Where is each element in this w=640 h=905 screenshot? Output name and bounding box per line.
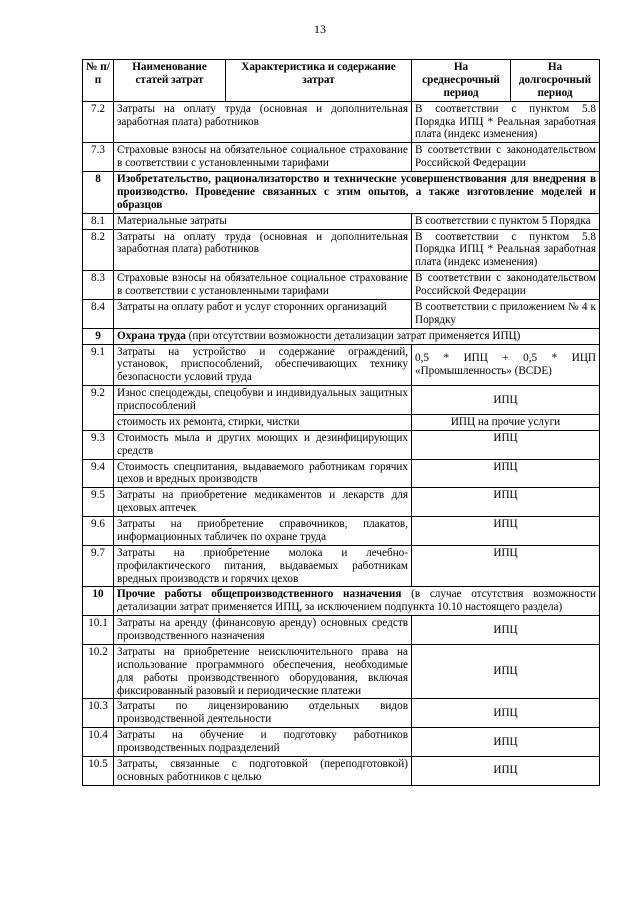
table-row xyxy=(83,459,600,488)
section-number: 10 xyxy=(83,587,114,616)
row-name: Затраты на оплату труда (основная и дополнительная заработная плата) работников xyxy=(114,229,412,271)
row-name: Затраты, связанные с подготовкой (переподготовкой) основных работников с целью xyxy=(114,756,412,785)
table-row xyxy=(83,517,600,546)
row-name: Затраты на оплату труда (основная и дополнительная заработная плата) работников xyxy=(114,101,412,143)
header-num: № п/п xyxy=(83,60,114,102)
row-value: ИПЦ xyxy=(412,545,600,587)
section-number: 9 xyxy=(83,328,114,344)
row-value: В соответствии с законодательством Российской Федерации xyxy=(412,143,600,172)
header-name: Наименование статей затрат xyxy=(114,60,226,102)
section-title xyxy=(114,587,600,616)
table-row xyxy=(83,488,600,517)
table-row xyxy=(83,728,600,757)
row-name: Стоимость мыла и других моющих и дезинфицирующих средств xyxy=(114,430,412,459)
row-value: 0,5 * ИПЦ + 0,5 * ИЦП «Промышленность» (BCDE) xyxy=(412,344,600,386)
row-name: Затраты на приобретение справочников, плакатов, информационных табличек по охране труда xyxy=(114,517,412,546)
row-name: Затраты на приобретение медикаментов и лекарств для цеховых аптечек xyxy=(114,488,412,517)
section-title: Изобретательство, рационализаторство и технические усовершенствования для внедрения в производство. Проведение связанных с этим опытов, а также изготовление моделей и образцов xyxy=(114,172,600,214)
row-name: Стоимость спецпитания, выдаваемого работникам горячих цехов и вредных производств xyxy=(114,459,412,488)
row-number: 8.2 xyxy=(83,229,114,271)
row-value: ИПЦ xyxy=(412,644,600,699)
section-row xyxy=(83,328,600,344)
row-value: ИПЦ xyxy=(412,728,600,757)
section-title-note: (в случае отсутствия возможности детализации затрат применяется ИПЦ, за исключением подпункта 10.10 настоящего раздела) xyxy=(117,588,597,614)
section-title xyxy=(114,328,600,344)
row-value: В соответствии с законодательством Российской Федерации xyxy=(412,271,600,300)
row-number: 9.5 xyxy=(83,488,114,517)
table-row xyxy=(83,143,600,172)
row-value: ИПЦ xyxy=(412,616,600,645)
row-number: 10.1 xyxy=(83,616,114,645)
row-name: Затраты на устройство и содержание ограждений, установок, приспособлений, обеспечивающих технику безопасности условий труда xyxy=(114,344,412,386)
table-row xyxy=(83,699,600,728)
header-description: Характеристика и содержание затрат xyxy=(226,60,412,102)
section-row xyxy=(83,587,600,616)
header-medium-term: На среднесрочный период xyxy=(412,60,511,102)
row-value: В соответствии с пунктом 5.8 Порядка ИПЦ * Реальная заработная плата (индекс изменения) xyxy=(412,229,600,271)
row-value: В соответствии с пунктом 5 Порядка xyxy=(412,213,600,229)
row-number: 9.3 xyxy=(83,430,114,459)
section-number: 8 xyxy=(83,172,114,214)
header-long-term: На долгосрочный период xyxy=(511,60,600,102)
row-subname: стоимость их ремонта, стирки, чистки xyxy=(114,414,412,430)
row-number: 10.3 xyxy=(83,699,114,728)
table-row xyxy=(83,430,600,459)
row-subvalue: ИПЦ на прочие услуги xyxy=(412,414,600,430)
row-number: 8.3 xyxy=(83,271,114,300)
table-subrow xyxy=(83,414,600,430)
row-name: Износ спецодежды, спецобуви и индивидуальных защитных приспособлений xyxy=(114,386,412,415)
table-row xyxy=(83,229,600,271)
row-number: 9.7 xyxy=(83,545,114,587)
table-row xyxy=(83,299,600,328)
row-value: ИПЦ xyxy=(412,756,600,785)
row-value: ИПЦ xyxy=(412,699,600,728)
row-name: Затраты по лицензированию отдельных видов производственной деятельности xyxy=(114,699,412,728)
row-value: ИПЦ xyxy=(412,488,600,517)
row-number: 9.2 xyxy=(83,386,114,431)
row-name: Затраты на приобретение неисключительного права на использование программного обеспечения, необходимые для работы производственного оборудования, включая фиксированный разовый и периодические платежи xyxy=(114,644,412,699)
row-value: ИПЦ xyxy=(412,459,600,488)
row-number: 9.6 xyxy=(83,517,114,546)
row-value: В соответствии с пунктом 5.8 Порядка ИПЦ * Реальная заработная плата (индекс изменения) xyxy=(412,101,600,143)
table-row xyxy=(83,213,600,229)
row-number: 10.4 xyxy=(83,728,114,757)
row-number: 9.4 xyxy=(83,459,114,488)
table-row xyxy=(83,101,600,143)
row-value: В соответствии с приложением № 4 к Порядку xyxy=(412,299,600,328)
page-number: 13 xyxy=(314,22,326,36)
row-name: Страховые взносы на обязательное социальное страхование в соответствии с установленными тарифами xyxy=(114,271,412,300)
row-name: Затраты на оплату работ и услуг сторонних организаций xyxy=(114,299,412,328)
row-name: Материальные затраты xyxy=(114,213,412,229)
row-name: Затраты на аренду (финансовую аренду) основных средств производственного назначения xyxy=(114,616,412,645)
row-number: 9.1 xyxy=(83,344,114,386)
cost-table xyxy=(82,59,600,786)
row-number: 7.2 xyxy=(83,101,114,143)
table-row xyxy=(83,271,600,300)
row-number: 8.4 xyxy=(83,299,114,328)
table-row xyxy=(83,545,600,587)
section-title-bold: Прочие работы общепроизводственного назначения xyxy=(117,588,402,601)
table-header-row xyxy=(83,60,600,102)
table-row xyxy=(83,616,600,645)
row-number: 7.3 xyxy=(83,143,114,172)
row-value: ИПЦ xyxy=(412,430,600,459)
row-value: ИПЦ xyxy=(412,386,600,415)
table-row xyxy=(83,386,600,415)
row-name: Затраты на обучение и подготовку работников производственных подразделений xyxy=(114,728,412,757)
row-number: 8.1 xyxy=(83,213,114,229)
section-title-bold: Охрана труда xyxy=(117,329,186,342)
row-name: Страховые взносы на обязательное социальное страхование в соответствии с установленными тарифами xyxy=(114,143,412,172)
table-row xyxy=(83,644,600,699)
row-number: 10.2 xyxy=(83,644,114,699)
row-value: ИПЦ xyxy=(412,517,600,546)
section-row xyxy=(83,172,600,214)
table-row xyxy=(83,344,600,386)
section-title-note: (при отсутствии возможности детализации затрат применяется ИПЦ) xyxy=(185,329,521,342)
table-row xyxy=(83,756,600,785)
row-number: 10.5 xyxy=(83,756,114,785)
row-name: Затраты на приобретение молока и лечебно-профилактического питания, выдаваемых работникам вредных производств и горячих цехов xyxy=(114,545,412,587)
